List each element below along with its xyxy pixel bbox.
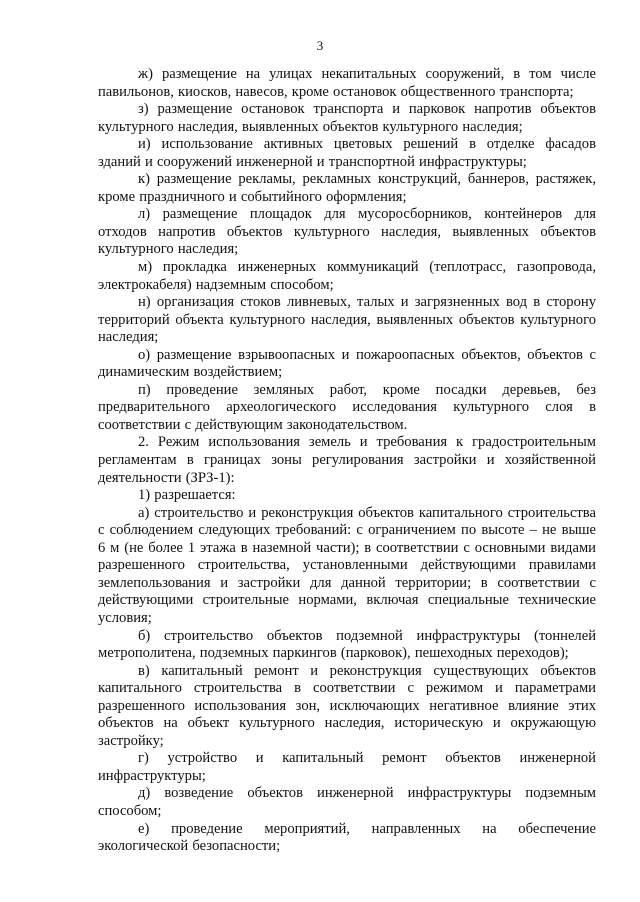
section-2-heading: 2. Режим использования земель и требования к градостроительным регламентам в границах зоны регулирования застройки и хозяйственной деятельности (ЗРЗ-1): xyxy=(98,434,596,486)
page-number: 3 xyxy=(316,38,324,53)
paragraph-d: д) возведение объектов инженерной инфраструктуры подземным способом; xyxy=(98,785,596,819)
document-body xyxy=(98,66,596,856)
paragraph-p: п) проведение земляных работ, кроме посадки деревьев, без предварительного археологического исследования культурного слоя в соответствии с действующим законодательством. xyxy=(98,381,596,433)
paragraph-g: г) устройство и капитальный ремонт объектов инженерной инфраструктуры; xyxy=(98,750,596,784)
paragraph-e: е) проведение мероприятий, направленных на обеспечение экологической безопасности; xyxy=(98,820,596,855)
subsection-1-heading: 1) разрешается: xyxy=(138,487,236,504)
paragraph-l: л) размещение площадок для мусоросборников, контейнеров для отходов напротив объектов культурного наследия, выявленных объектов культурного наследия; xyxy=(98,206,596,258)
paragraph-a: а) строительство и реконструкция объектов капитального строительства с соблюдением следующих требований: с ограничением по высоте – не выше 6 м (не более 1 этажа в наземной части); в соответствии с основными видами разрешенного строительства, установленными действующими правилами землепользования и застройки для данной территории; в соответствии с действующими строительные нормами, включая специальные технические условия; xyxy=(98,504,596,626)
paragraph-v: в) капитальный ремонт и реконструкция существующих объектов капитального строительства в соответствии с режимом и параметрами разрешенного использования зон, исключающих негативное влияние этих объектов на объект культурного наследия, историческую и окружающую застройку; xyxy=(98,662,596,749)
paragraph-k: к) размещение рекламы, рекламных конструкций, баннеров, растяжек, кроме праздничного и событийного оформления; xyxy=(98,171,596,205)
paragraph-b: б) строительство объектов подземной инфраструктуры (тоннелей метрополитена, подземных паркингов (парковок), пешеходных переходов); xyxy=(98,627,596,662)
paragraph-n: н) организация стоков ливневых, талых и загрязненных вод в сторону территорий объекта культурного наследия, выявленных объектов культурного наследия; xyxy=(98,294,596,346)
paragraph-z: з) размещение остановок транспорта и парковок напротив объектов культурного наследия, выявленных объектов культурного наследия; xyxy=(98,101,596,135)
paragraph-i: и) использование активных цветовых решений в отделке фасадов зданий и сооружений инженерной и транспортной инфраструктуры; xyxy=(98,136,596,170)
paragraph-m: м) прокладка инженерных коммуникаций (теплотрасс, газопровода, электрокабеля) надземным способом; xyxy=(98,259,596,293)
paragraph-zh: ж) размещение на улицах некапитальных сооружений, в том числе павильонов, киосков, навесов, кроме остановок общественного транспорта; xyxy=(98,66,596,100)
paragraph-o: о) размещение взрывоопасных и пожароопасных объектов, объектов с динамическим воздействием; xyxy=(98,346,596,381)
